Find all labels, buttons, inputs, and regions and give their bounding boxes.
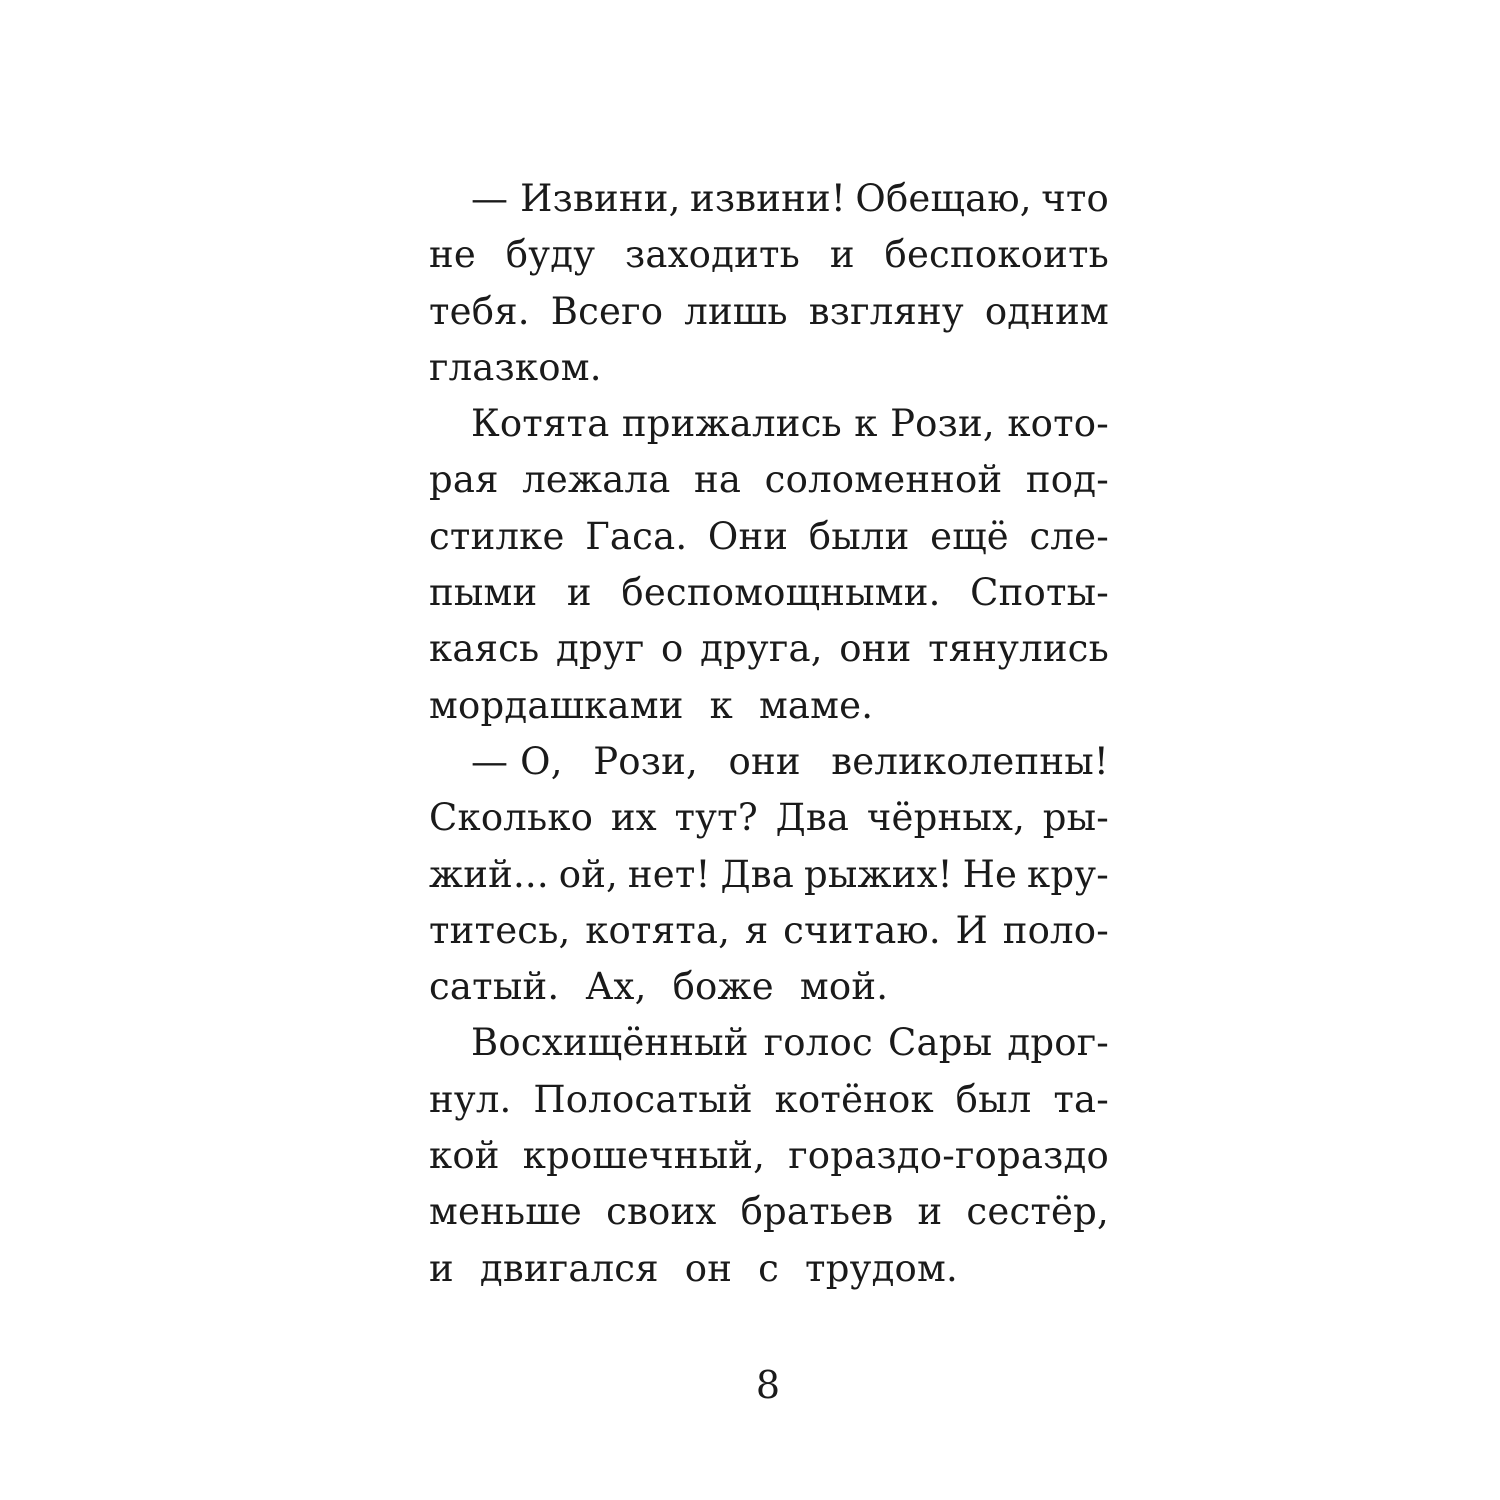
word: о [661,627,684,671]
word: Всего [550,289,664,333]
word: нул. [429,1077,512,1121]
word: титесь, [429,908,571,952]
word: Не [962,852,1018,896]
word: мордашками [429,683,684,727]
word: Ах, [585,965,647,1009]
word: ещё [930,514,1009,558]
word: маме. [758,683,874,727]
text-line [429,621,1109,677]
word: Два [720,852,795,896]
word: прижались [621,402,842,446]
word: своих [606,1190,717,1234]
word: тянулись [928,627,1109,671]
text-line [429,678,1109,734]
word: одним [984,289,1109,333]
word: сле- [1029,514,1109,558]
word: двигался [479,1246,659,1290]
word: жий... [429,852,549,896]
word: были [808,514,910,558]
word: сатый. [429,965,560,1009]
word: кой [429,1134,500,1178]
word: Они [707,514,789,558]
word: тебя. [429,289,530,333]
word: чёрных, [866,796,1026,840]
text-line [429,959,1109,1015]
text-line [429,284,1109,340]
word: с [758,1246,780,1290]
word: И [955,908,989,952]
word: нет! [627,852,711,896]
word: их [610,796,657,840]
word: Полосатый [533,1077,753,1121]
word: — О, [471,739,563,783]
text-line [429,452,1109,508]
word: они [839,627,912,671]
word: та- [1053,1077,1109,1121]
word: пыми [429,571,538,615]
word: кру- [1027,852,1109,896]
word: и [429,1246,454,1290]
word: Гаса. [585,514,688,558]
word: соломенной [764,458,1003,502]
word: что [1041,177,1109,220]
word: взгляну [808,289,964,333]
word: лежала [522,458,671,502]
text-line [429,790,1109,846]
word: они [728,739,801,783]
word: рая [429,458,499,502]
word: каясь [429,627,540,671]
word: великолепны! [831,739,1109,783]
page-number: 8 [755,1363,781,1407]
word: мой. [799,965,889,1009]
word: поло- [1002,908,1109,952]
word: стилке [429,514,565,558]
word: — Извини, [471,177,681,220]
text-line [429,565,1109,621]
word: котята, [585,908,731,952]
word: тут? [674,796,758,840]
body-text [429,171,1109,1297]
word: на [694,458,742,502]
word: дрог- [1007,1021,1109,1065]
word: извини! [690,177,846,220]
word: к [854,402,878,446]
word: Рози, [890,402,995,446]
word: крошечный, [522,1134,766,1178]
word: голос [763,1021,873,1065]
word: заходить [624,233,801,277]
text-line [429,1184,1109,1240]
text-line [429,734,1109,790]
word: Споты- [970,571,1109,615]
word: гораздо-гораздо [788,1134,1109,1178]
text-line [429,1072,1109,1128]
text-line [429,847,1109,903]
word: я [744,908,769,952]
word: друга, [700,627,823,671]
word: лишь [684,289,788,333]
word: и [829,233,855,277]
text-line [429,340,1109,396]
word: был [955,1077,1032,1121]
word: беспомощными. [621,571,941,615]
text-line [429,1241,1109,1297]
text-line [429,227,1109,283]
text-line [429,509,1109,565]
word: Сколько [429,796,594,840]
word: котёнок [774,1077,934,1121]
word: буду [505,233,596,277]
text-line [429,396,1109,452]
word: Обещаю, [855,177,1032,220]
word: братьев [740,1190,894,1234]
word: ры- [1042,796,1109,840]
word: друг [555,627,645,671]
word: глазком. [429,345,602,389]
word: и [917,1190,943,1234]
word: Рози, [593,739,698,783]
word: и [566,571,592,615]
word: Сары [887,1021,993,1065]
text-line [429,171,1109,227]
word: кото- [1007,402,1109,446]
word: трудом. [805,1246,958,1290]
text-line [429,903,1109,959]
word: Восхищённый [471,1021,749,1065]
word: рыжих! [803,852,953,896]
word: боже [672,965,774,1009]
word: не [429,233,476,277]
word: ой, [558,852,619,896]
word: к [709,683,733,727]
word: сестёр, [966,1190,1109,1234]
word: беспокоить [884,233,1109,277]
word: под- [1025,458,1109,502]
word: Два [775,796,850,840]
word: меньше [429,1190,582,1234]
text-line [429,1015,1109,1071]
word: Котята [471,402,610,446]
word: считаю. [783,908,941,952]
word: он [684,1246,733,1290]
text-line [429,1128,1109,1184]
